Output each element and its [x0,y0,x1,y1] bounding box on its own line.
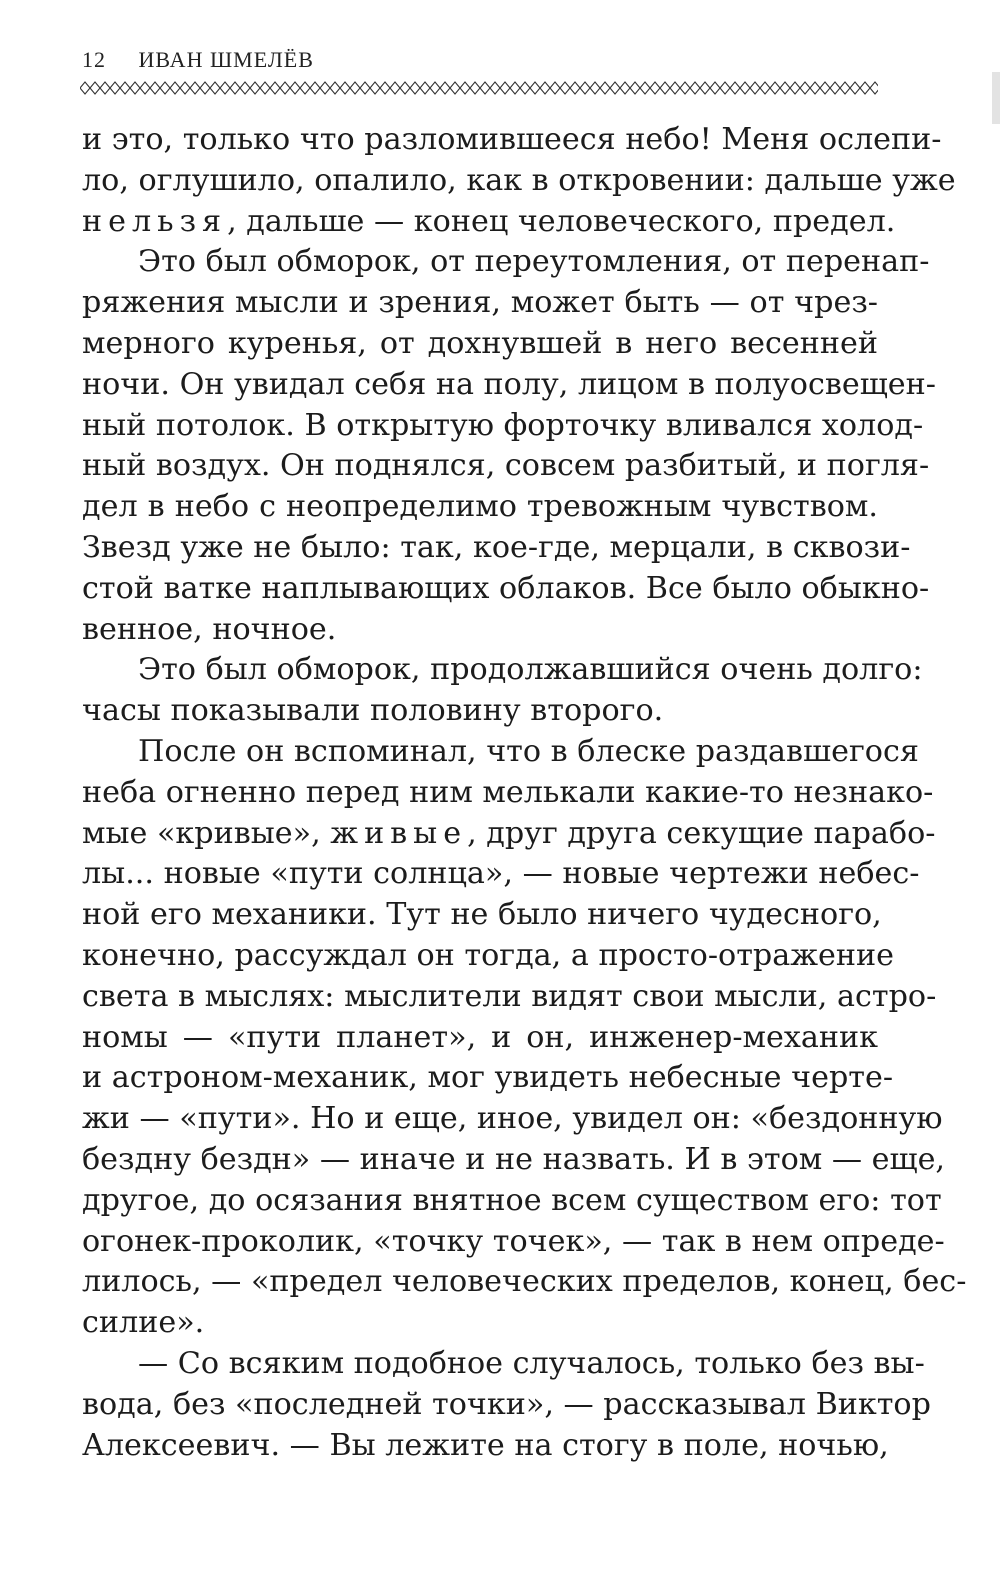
text-line: вода, без «последней точки», — рассказывал Виктор [82,1386,931,1422]
running-header [82,47,882,77]
text-line: конечно, рассуждал он тогда, а просто-отражение [82,937,894,973]
text-line: Это был обморок, продолжавшийся очень долго: [138,652,923,688]
text-line: Звезд уже не было: так, кое-где, мерцали, в сквози- [82,529,911,565]
text-line: После он вспоминал, что в блеске раздавшегося [138,733,919,769]
text-line: ный воздух. Он поднялся, совсем разбитый, и погля- [82,448,930,484]
text-line: ночи. Он увидал себя на полу, лицом в полуосвещен- [82,366,936,402]
decorative-border-ornament [80,80,878,96]
text-line: силие». [82,1305,205,1341]
text-line: другое, до осязания внятное всем существом его: тот [82,1182,942,1218]
text-line: и это, только что разломившееся небо! Меня ослепи- [82,122,942,157]
text-line: — Со всяким подобное случалось, только без вы- [138,1345,925,1381]
text-line: Это был обморок, от переутомления, от перенап- [138,244,930,280]
text-line [82,814,936,855]
text-line: бездну бездн» — иначе и не назвать. И в этом — еще, [82,1141,946,1177]
emphasized-word: живые [330,815,468,851]
text-line: ный потолок. В открытую форточку вливался холод- [82,407,924,443]
text-fragment: , дальше — конец человеческого, предел. [227,203,896,239]
text-line: ной его механики. Тут не было ничего чудесного, [82,897,882,933]
text-line [82,202,896,243]
text-fragment: , друг друга секущие парабо- [467,815,936,851]
text-line: номы — «пути планет», и он, инженер-механик [82,1019,878,1055]
text-line: ло, оглушило, опалило, как в откровении: дальше уже [82,162,956,198]
text-line: венное, ночное. [82,611,337,647]
text-line: лилось, — «предел человеческих пределов, конец, бес- [82,1264,967,1300]
emphasized-word: нельзя [82,203,228,239]
text-line: часы показывали половину второго. [82,693,664,729]
text-line: Алексеевич. — Вы лежите на стогу в поле, ночью, [82,1427,889,1463]
text-line: лы... новые «пути солнца», — новые чертежи небес- [82,856,920,892]
text-line: неба огненно перед ним мелькали какие-то незнако- [82,774,934,810]
page-number: 12 [82,47,106,72]
text-line: света в мыслях: мыслители видят свои мысли, астро- [82,978,937,1014]
text-line: стой ватке наплывающих облаков. Все было обыкно- [82,570,930,606]
body-text [82,120,967,1466]
text-line: ряжения мысли и зрения, может быть — от чрез- [82,285,878,321]
page-edge-shadow [992,72,1000,124]
text-fragment: мые «кривые», [82,815,331,851]
text-line: жи — «пути». Но и еще, иное, увидел он: «бездонную [82,1101,943,1137]
text-line: дел в небо с неопределимо тревожным чувством. [82,489,878,525]
text-line: мерного куренья, от дохнувшей в него весенней [82,325,878,361]
text-line: и астроном-механик, мог увидеть небесные черте- [82,1060,894,1096]
text-line: огонек-проколик, «точку точек», — так в нем опреде- [82,1223,945,1259]
running-title-author: ИВАН ШМЕЛЁВ [138,47,314,72]
